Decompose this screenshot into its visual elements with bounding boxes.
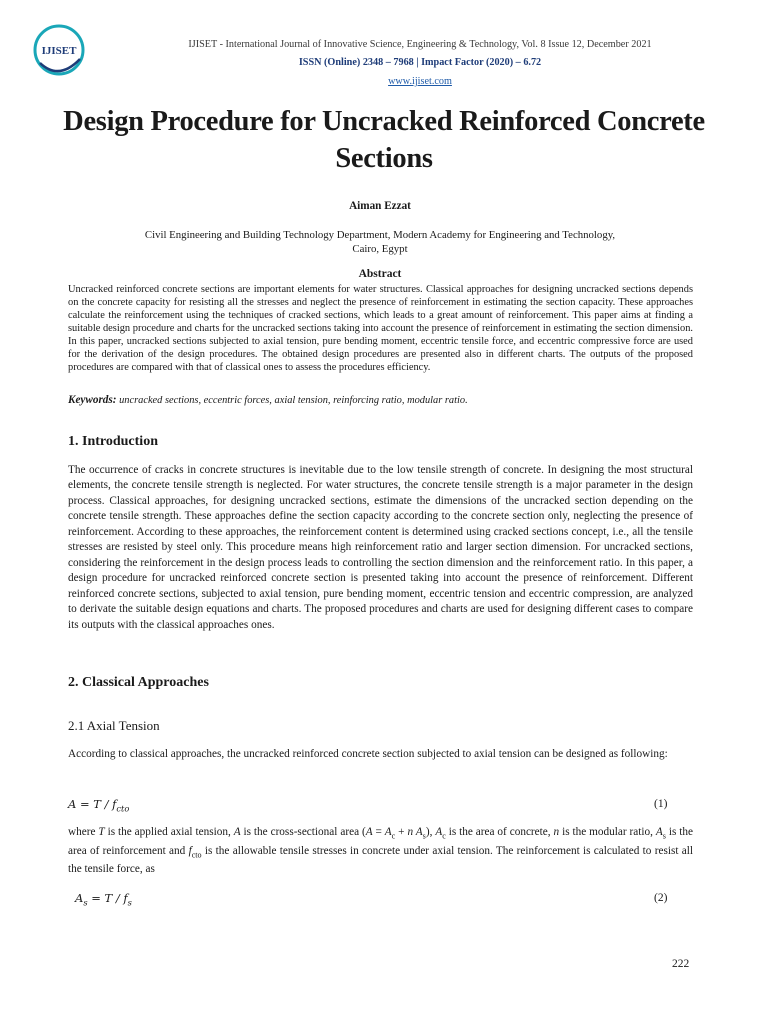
- introduction-paragraph: The occurrence of cracks in concrete structures is inevitable due to the low tensile strength of concrete. In designing the most structural elements, the concrete tensile strength is neglected. For water structures, the concrete tensile strength is a major parameter in the design process. Classical approaches, for designing uncracked sections, estimate the dimensions of the uncracked section depending on the concrete tensile strength. These approaches define the section capacity according to the concrete section only, neglecting the presence of reinforcement. According to these approaches, the reinforcement content is determined using cracked sections concept, i.e., all the tensile stresses are resisted by steel only. This procedure means high reinforcement ratio and larger section dimension. For uncracked sections, considering the reinforcement in the design process leads to controlling the section dimension and the reinforcement ratio. In this paper, a design procedure for uncracked reinforced concrete section is presented taking into account the presence of reinforcement. Different reinforced concrete sections, subjected to axial tension, pure bending moment, eccentric tension and eccentric compression, are analyzed to derivate the suitable design equations and charts. The proposed procedures and charts are used for designing different cases to compare its outputs with the classical approaches ones.: [68, 464, 693, 631]
- affiliation-line-2: Cairo, Egypt: [352, 242, 408, 255]
- where-text: ),: [425, 826, 436, 838]
- journal-header: IJISET - International Journal of Innovative Science, Engineering & Technology, Vol. 8 Issue 12, December 2021: [188, 39, 652, 50]
- equation-1-number: (1): [654, 798, 668, 810]
- var-as-subscript: s: [662, 831, 666, 841]
- var-f: f: [188, 844, 192, 857]
- var-t: T: [98, 826, 105, 838]
- where-text: is the area of reinforcement and: [68, 826, 694, 857]
- equation-2-lhs-subscript: s: [83, 897, 88, 908]
- keywords: [68, 394, 693, 407]
- var-a: A: [233, 826, 241, 838]
- expr-equals: =: [372, 826, 385, 838]
- author-name: Aiman Ezzat: [349, 200, 411, 212]
- expr-ac: A: [384, 826, 392, 838]
- expr-a: A: [365, 826, 373, 838]
- equation-2-subscript: s: [127, 897, 132, 908]
- page-number: 222: [672, 958, 690, 970]
- equation-2-number: (2): [654, 892, 668, 904]
- equation-2: [75, 891, 132, 907]
- logo-text: IJISET: [41, 45, 77, 57]
- abstract-text: Uncracked reinforced concrete sections are important elements for water structures. Classical approaches for designing uncracked sections depends on the concrete capacity for resisting all the stresses and neglect the presence of reinforcement in estimating the section capacity. These approaches calculate the reinforcement using the techniques of cracked sections, which leads to a great amount of reinforcement. This paper aims at finding a suitable design procedure and charts for the uncracked sections taking into account the presence of reinforcement in estimating the section dimension. In this paper, uncracked sections subjected to axial tension, pure bending moment, eccentric tensile force, and eccentric compressive force are used for the derivation of the design procedures. The obtained design procedures are presented also in different charts. The outputs of the proposed procedures are compared with that of classical ones to assess the procedures efficiency.: [68, 284, 693, 374]
- equation-1-body: A = T / f: [68, 797, 117, 811]
- where-text: where: [68, 826, 99, 838]
- issn-line: ISSN (Online) 2348 – 7968 | Impact Factor (2020) – 6.72: [298, 57, 542, 68]
- expr-as: A: [413, 826, 423, 838]
- website-link-text[interactable]: www.ijiset.com: [388, 76, 452, 87]
- var-ac: A: [435, 826, 443, 838]
- equation-1-subscript: cto: [116, 803, 130, 814]
- expr-n: n: [407, 826, 414, 838]
- section-heading-classical: 2. Classical Approaches: [68, 675, 209, 690]
- keywords-label: Keywords:: [68, 394, 117, 406]
- subsection-heading-axial-tension: 2.1 Axial Tension: [68, 718, 160, 733]
- expr-as-subscript: s: [422, 831, 426, 841]
- keywords-list: uncracked sections, eccentric forces, axial tension, reinforcing ratio, modular ratio.: [119, 395, 468, 406]
- affiliation: [100, 229, 660, 256]
- axial-tension-paragraph: According to classical approaches, the uncracked reinforced concrete section subjected to axial tension can be designed as following:: [68, 748, 668, 760]
- equation-2-lhs: A: [75, 891, 84, 905]
- paper-title: Design Procedure for Uncracked Reinforced Concrete Sections: [63, 106, 705, 174]
- var-ac-subscript: c: [442, 831, 446, 841]
- expr-ac-subscript: c: [391, 831, 396, 841]
- website-link[interactable]: [120, 75, 720, 88]
- expr-plus: +: [395, 826, 408, 838]
- affiliation-line-1: Civil Engineering and Building Technology Department, Modern Academy for Engineering and Technology,: [144, 229, 616, 241]
- var-n: n: [553, 826, 560, 838]
- var-as: A: [655, 826, 663, 838]
- where-paragraph: [68, 825, 693, 878]
- abstract-heading: Abstract: [358, 268, 402, 280]
- section-heading-introduction: 1. Introduction: [68, 434, 158, 449]
- ijiset-logo: [32, 23, 86, 77]
- var-f-subscript: cto: [191, 849, 202, 859]
- where-text: is the allowable tensile stresses in concrete under axial tension. The reinforcement is calculated to resist all the tensile force, as: [68, 844, 693, 876]
- where-text: is the cross-sectional area (: [240, 826, 366, 838]
- equation-1: [68, 797, 129, 813]
- where-text: is the applied axial tension,: [104, 826, 234, 838]
- where-text: is the modular ratio,: [559, 826, 656, 838]
- equation-2-body: = T / f: [87, 891, 128, 905]
- where-text: is the area of concrete,: [445, 826, 554, 838]
